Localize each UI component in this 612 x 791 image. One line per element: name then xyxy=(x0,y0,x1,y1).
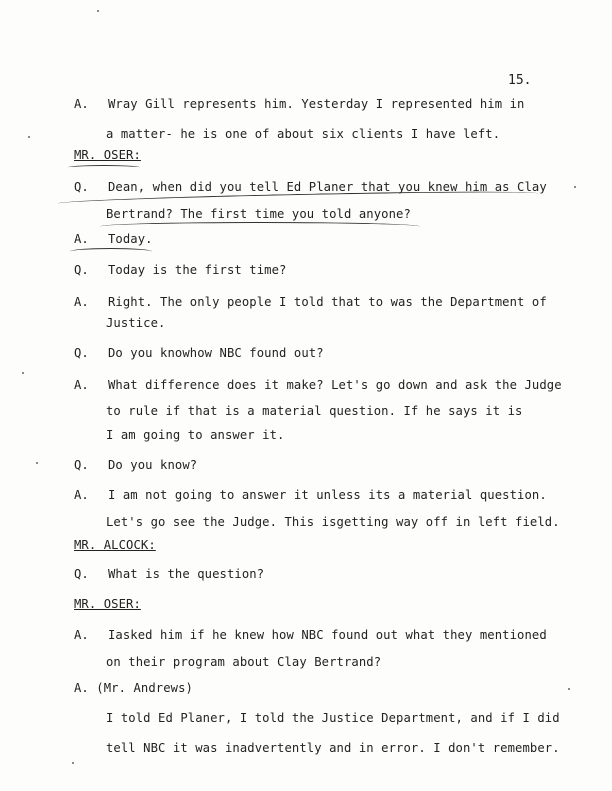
speaker-heading: MR. OSER: xyxy=(74,148,141,162)
line-text: Justice. xyxy=(106,316,166,330)
line-text: What difference does it make? Let's go down and ask the Judge xyxy=(108,378,562,392)
speck xyxy=(22,372,24,374)
line-text: Dean, when did you tell Ed Planer that you knew him as Clay xyxy=(108,180,547,194)
speaker-heading: MR. ALCOCK: xyxy=(74,538,156,552)
line-text: What is the question? xyxy=(108,567,265,581)
line-text: tell NBC it was inadvertently and in error. I don't remember. xyxy=(106,741,560,755)
line-label: A. xyxy=(74,378,89,392)
line-text: Bertrand? The first time you told anyone? xyxy=(106,207,411,221)
line-text: Do you knowhow NBC found out? xyxy=(108,346,324,360)
line-text: Iasked him if he knew how NBC found out what they mentioned xyxy=(108,628,547,642)
line-label: Q. xyxy=(74,567,89,581)
line-label: A. xyxy=(74,488,89,502)
line-label: A. xyxy=(74,232,89,246)
line-text: to rule if that is a material question. If he says it is xyxy=(106,404,523,418)
page-number: 15. xyxy=(508,73,532,88)
line-text: a matter- he is one of about six clients I have left. xyxy=(106,127,501,141)
line-label: Q. xyxy=(74,346,89,360)
line-text: Do you know? xyxy=(108,458,198,472)
handwritten-underline-mark xyxy=(100,222,420,231)
line-text: Today. xyxy=(108,232,153,246)
speck xyxy=(97,10,99,12)
line-label: A. xyxy=(74,628,89,642)
line-text: Today is the first time? xyxy=(108,263,287,277)
line-label: Q. xyxy=(74,458,89,472)
speck xyxy=(568,688,570,690)
line-text: Right. The only people I told that to was the Department of xyxy=(108,295,547,309)
speck xyxy=(28,136,30,138)
line-text: I am going to answer it. xyxy=(106,428,285,442)
handwritten-underline-mark xyxy=(70,248,152,255)
speck xyxy=(36,462,38,464)
line-text: I am not going to answer it unless its a material question. xyxy=(108,488,547,502)
line-text: I told Ed Planer, I told the Justice Department, and if I did xyxy=(106,711,560,725)
speaker-heading: MR. OSER: xyxy=(74,597,141,611)
speck xyxy=(72,762,74,764)
line-text: Let's go see the Judge. This isgetting way off in left field. xyxy=(106,515,560,529)
line-text: on their program about Clay Bertrand? xyxy=(106,655,382,669)
line-label: A. xyxy=(74,97,89,111)
speck xyxy=(574,186,576,188)
line-label: A. xyxy=(74,295,89,309)
line-label: A. (Mr. Andrews) xyxy=(74,681,193,695)
line-label: Q. xyxy=(74,180,89,194)
line-text: Wray Gill represents him. Yesterday I represented him in xyxy=(108,97,525,111)
line-label: Q. xyxy=(74,263,89,277)
handwritten-underline-mark xyxy=(68,165,140,170)
